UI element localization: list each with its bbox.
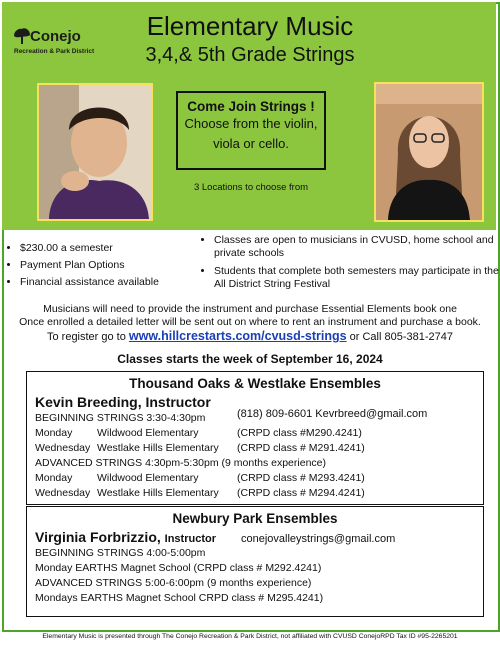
logo-name: Conejo: [30, 28, 81, 45]
class-day: Wednesday: [35, 442, 91, 454]
instructor-photo-male: [37, 83, 153, 221]
class-school: Westlake Hills Elementary: [97, 442, 219, 454]
instructor-contact: conejovalleystrings@gmail.com: [241, 533, 396, 545]
instructor-name: Kevin Breeding, Instructor: [35, 394, 211, 410]
class-line: Mondays EARTHS Magnet School CRPD class # M295.4241): [35, 592, 324, 604]
beginning-strings: BEGINNING STRINGS 4:00-5:00pm: [35, 547, 206, 559]
footer-disclaimer: Elementary Music is presented through The Conejo Recreation & Park District, not affiliated with CVUSD ConejoRPD Tax ID #95-2265201: [42, 633, 458, 640]
instructor-contact: (818) 809-6601 Kevrbreed@gmail.com: [237, 408, 428, 420]
list-item: • $230.00 a semester: [20, 240, 159, 257]
newbury-park-box: [26, 506, 484, 617]
tree-logo-icon: [12, 27, 32, 45]
class-code: (CRPD class #M290.4241): [237, 427, 362, 439]
register-link[interactable]: www.hillcrestarts.com/cvusd-strings: [128, 329, 347, 343]
register-suffix: or Call 805-381-2747: [349, 331, 454, 343]
join-line-1: Choose from the violin,: [184, 116, 318, 131]
list-item: • Classes are open to musicians in CVUSD, home school and private schools: [214, 234, 500, 259]
instrument-note: Musicians will need to provide the instrument and purchase Essential Elements book one: [43, 303, 457, 315]
class-code: (CRPD class # M293.4241): [237, 472, 365, 484]
thousand-oaks-box: [26, 371, 484, 505]
class-school: Westlake Hills Elementary: [97, 487, 219, 499]
class-line: Monday EARTHS Magnet School (CRPD class # M292.4241): [35, 562, 322, 574]
pricing-list: [6, 240, 159, 291]
register-prefix: To register go to: [46, 331, 126, 343]
eligibility-list: [200, 234, 500, 296]
advanced-strings: ADVANCED STRINGS 5:00-6:00pm (9 months experience): [35, 577, 312, 589]
box-heading: Newbury Park Ensembles: [172, 511, 338, 526]
beginning-strings: BEGINNING STRINGS 3:30-4:30pm: [35, 412, 206, 424]
enrollment-note: Once enrolled a detailed letter will be sent out on where to rent an instrument and purchase a book.: [19, 316, 481, 328]
instructor-title: Instructor: [164, 533, 216, 545]
advanced-strings: ADVANCED STRINGS 4:30pm-5:30pm (9 months experience): [35, 457, 326, 469]
locations-text: 3 Locations to choose from: [193, 182, 309, 193]
class-day: Monday: [35, 427, 73, 439]
list-item: • Payment Plan Options: [20, 257, 159, 274]
class-school: Wildwood Elementary: [97, 427, 199, 439]
page-title: Elementary Music: [146, 11, 354, 41]
join-strings-box: [176, 91, 326, 170]
class-school: Wildwood Elementary: [97, 472, 199, 484]
page-subtitle: 3,4,& 5th Grade Strings: [145, 44, 355, 66]
conejo-logo: [10, 25, 120, 60]
list-item: • Financial assistance available: [20, 274, 159, 291]
class-day: Wednesday: [35, 487, 91, 499]
list-item: • Students that complete both semesters may participate in the All District String Festival: [214, 265, 500, 290]
class-code: (CRPD class # M291.4241): [237, 442, 365, 454]
join-heading: Come Join Strings !: [187, 99, 315, 114]
box-heading: Thousand Oaks & Westlake Ensembles: [129, 376, 381, 391]
class-code: (CRPD class # M294.4241): [237, 487, 365, 499]
classes-start-date: Classes starts the week of September 16, 2024: [117, 352, 383, 366]
instructor-name-text: Virginia Forbrizzio,: [35, 529, 161, 545]
instructor-photo-female: [374, 82, 484, 222]
register-line: [6, 329, 494, 343]
instructor-name: [35, 529, 216, 545]
join-line-2: viola or cello.: [213, 136, 289, 151]
logo-subtitle: Recreation & Park District: [14, 48, 95, 55]
class-day: Monday: [35, 472, 73, 484]
